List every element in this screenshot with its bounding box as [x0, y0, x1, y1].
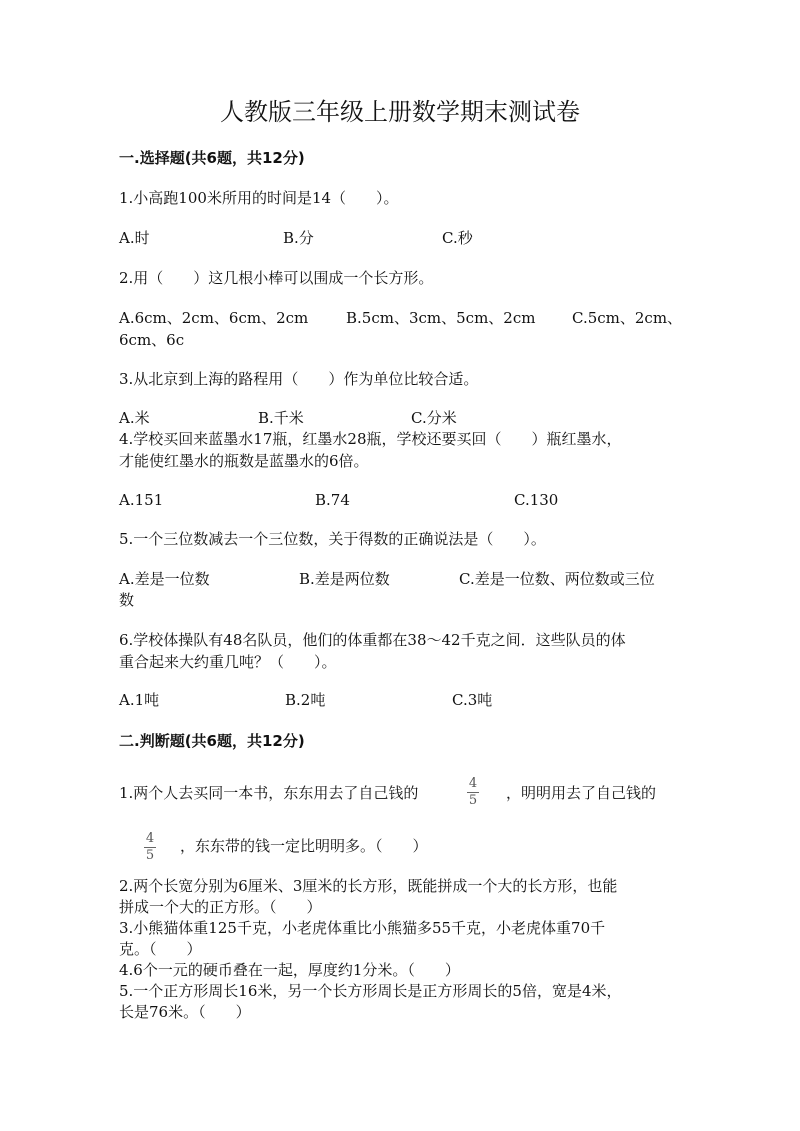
question-text-continued: ，明明用去了自己钱的 [506, 784, 657, 802]
option-a: A.151 [119, 491, 164, 509]
option-c: C.3吨 [452, 691, 493, 709]
question-text: 4.6个一元的硬币叠在一起，厚度约1分米。（ ） [119, 961, 460, 979]
option-c: C.差是一位数、两位数或三位 [459, 570, 655, 588]
fraction-denominator: 5 [468, 793, 478, 808]
option-b: B.差是两位数 [299, 570, 390, 588]
question-text: 4.学校买回来蓝墨水17瓶，红墨水28瓶，学校还要买回（ ）瓶红墨水， [119, 430, 622, 448]
option-b: B.2吨 [285, 691, 326, 709]
question-text-continued: 才能使红墨水的瓶数是蓝墨水的6倍。 [119, 452, 369, 470]
question-text-continued: ，东东带的钱一定比明明多。（ ） [180, 837, 428, 855]
option-c: C.秒 [442, 229, 473, 247]
page-title: 人教版三年级上册数学期末测试卷 [220, 98, 580, 126]
question-text: 3.从北京到上海的路程用（ ）作为单位比较合适。 [119, 370, 479, 388]
question-text: 3.小熊猫体重125千克，小老虎体重比小熊猫多55千克，小老虎体重70千 [119, 919, 606, 937]
option-a: A.时 [119, 229, 150, 247]
option-c: C.分米 [411, 409, 457, 427]
question-text-continued: 长是76米。（ ） [119, 1003, 251, 1021]
option-b: B.分 [283, 229, 314, 247]
fraction-denominator: 5 [145, 848, 155, 863]
option-a: A.1吨 [119, 691, 160, 709]
section-heading-choice: 一.选择题(共6题，共12分) [119, 149, 305, 167]
option-b: B.5cm、3cm、5cm、2cm [346, 309, 536, 327]
question-text: 5.一个三位数减去一个三位数，关于得数的正确说法是（ ）。 [119, 530, 546, 548]
question-text: 2.用（ ）这几根小棒可以围成一个长方形。 [119, 269, 434, 287]
section-heading-judge: 二.判断题(共6题，共12分) [119, 732, 305, 750]
question-text: 2.两个长宽分别为6厘米、3厘米的长方形，既能拼成一个大的长方形，也能 [119, 877, 618, 895]
option-c-continued: 数 [119, 591, 135, 609]
fraction [144, 832, 156, 863]
option-c: C.130 [514, 491, 559, 509]
fraction [467, 777, 479, 808]
fraction-numerator: 4 [145, 831, 155, 846]
option-b: B.74 [315, 491, 350, 509]
option-a: A.6cm、2cm、6cm、2cm [119, 309, 309, 327]
option-a: A.差是一位数 [119, 570, 210, 588]
question-text: 1.小高跑100米所用的时间是14（ ）。 [119, 189, 399, 207]
question-text-continued: 拼成一个大的正方形。（ ） [119, 898, 322, 916]
option-a: A.米 [119, 409, 150, 427]
question-text: 5.一个正方形周长16米，另一个长方形周长是正方形周长的5倍，宽是4米， [119, 982, 622, 1000]
question-text: 6.学校体操队有48名队员，他们的体重都在38～42千克之间．这些队员的体 [119, 631, 626, 649]
option-c-continued: 6cm、6c [119, 331, 185, 349]
question-text-continued: 克。（ ） [119, 940, 202, 958]
option-c: C.5cm、2cm、 [572, 309, 683, 327]
question-text-continued: 重合起来大约重几吨？（ ）。 [119, 653, 337, 671]
question-text: 1.两个人去买同一本书，东东用去了自己钱的 [119, 784, 419, 802]
fraction-numerator: 4 [468, 776, 478, 791]
option-b: B.千米 [258, 409, 304, 427]
